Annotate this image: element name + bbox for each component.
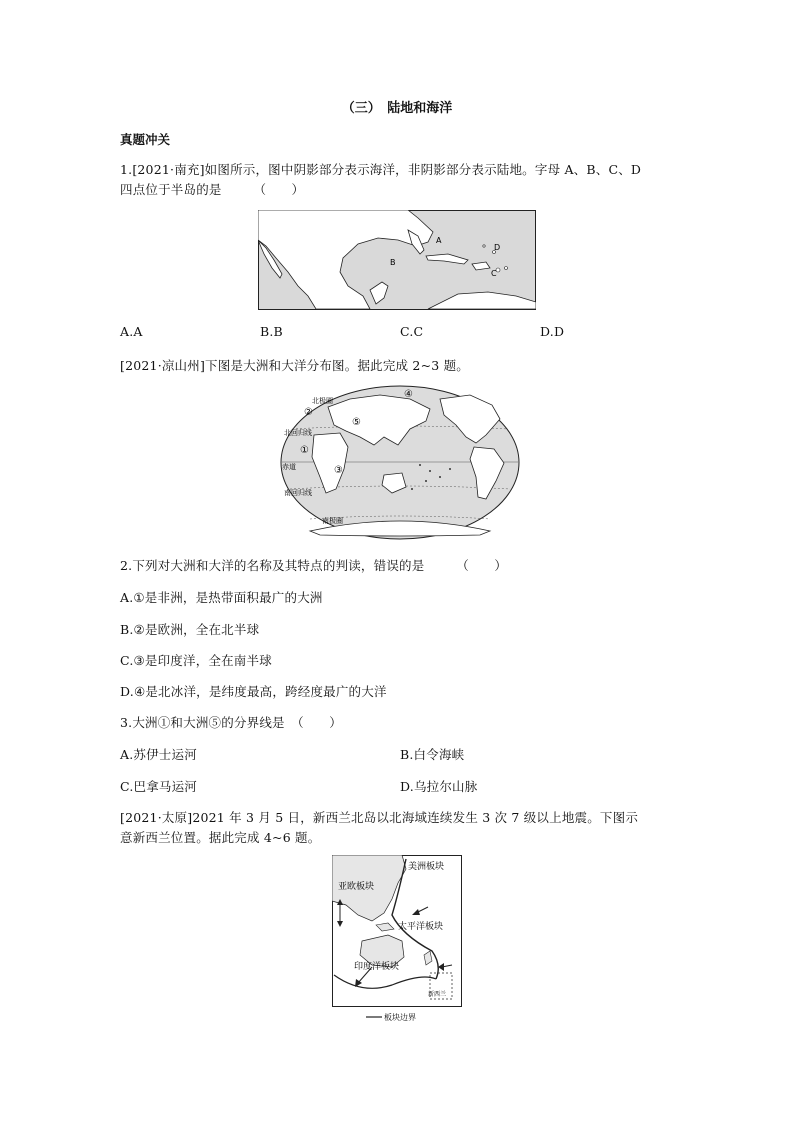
map-label-b: B [390, 258, 396, 267]
label-arctic-circle: 北极圈 [312, 397, 333, 405]
q2-option-c[interactable]: C.③是印度洋，全在南半球 [120, 653, 272, 668]
q2-stem: 2.下列对大洲和大洋的名称及其特点的判读，错误的是 （ ） [120, 558, 508, 573]
label-new-zealand: 新西兰 [428, 991, 447, 998]
q3-option-a[interactable]: A.苏伊士运河 [120, 747, 197, 762]
q2-option-d[interactable]: D.④是北冰洋，是纬度最高，跨经度最广的大洋 [120, 684, 387, 699]
page-title: （三） 陆地和海洋 [341, 101, 453, 116]
label-continent-1: ① [300, 445, 309, 456]
q1-stem-line1: 1.[2021·南充]如图所示，图中阴影部分表示海洋，非阴影部分表示陆地。字母 A、B、C、D [120, 162, 642, 177]
label-tropic-cancer: 北回归线 [284, 429, 312, 437]
plate-map-figure [332, 855, 462, 1025]
q1-option-b[interactable]: B.B [260, 324, 283, 339]
q1-option-c[interactable]: C.C [400, 324, 424, 339]
intro-q4-6-line1: [2021·太原]2021 年 3 月 5 日，新西兰北岛以北海域连续发生 3 次 7 级以上地震。下图示 [120, 810, 639, 825]
world-map-figure [280, 385, 520, 540]
section-heading: 真题冲关 [120, 132, 171, 147]
q1-map-figure [258, 210, 536, 310]
label-continent-5: ⑤ [352, 417, 361, 428]
label-equator: 赤道 [282, 463, 296, 471]
map-label-c: C [491, 269, 497, 278]
q3-option-b[interactable]: B.白令海峡 [400, 747, 465, 762]
label-continent-2: ② [304, 407, 313, 418]
intro-q2-3: [2021·凉山州]下图是大洲和大洋分布图。据此完成 2~3 题。 [120, 358, 469, 373]
label-pacific-plate: 太平洋板块 [398, 922, 444, 932]
q1-option-a[interactable]: A.A [120, 324, 143, 339]
q2-option-b[interactable]: B.②是欧洲，全在北半球 [120, 622, 260, 637]
q3-option-c[interactable]: C.巴拿马运河 [120, 779, 197, 794]
q2-option-a[interactable]: A.①是非洲，是热带面积最广的大洲 [120, 590, 323, 605]
q3-stem: 3.大洲①和大洲⑤的分界线是 （ ） [120, 715, 342, 730]
map-label-d: D [494, 243, 501, 252]
map-label-a: A [436, 236, 442, 245]
label-tropic-capricorn: 南回归线 [284, 489, 312, 497]
intro-q4-6-line2: 意新西兰位置。据此完成 4~6 题。 [120, 830, 321, 845]
label-ocean-4: ④ [404, 389, 413, 400]
q1-option-d[interactable]: D.D [540, 324, 565, 339]
label-antarctic-circle: 南极圈 [322, 517, 343, 525]
label-indian-plate: 印度洋板块 [354, 962, 400, 972]
label-american-plate: 美洲板块 [408, 862, 445, 872]
label-eurasian-plate: 亚欧板块 [338, 882, 375, 892]
label-ocean-3: ③ [334, 465, 343, 476]
legend-boundary-label: 板块边界 [384, 1013, 416, 1022]
q3-option-d[interactable]: D.乌拉尔山脉 [400, 779, 478, 794]
q1-stem-line2: 四点位于半岛的是 （ ） [120, 182, 305, 197]
